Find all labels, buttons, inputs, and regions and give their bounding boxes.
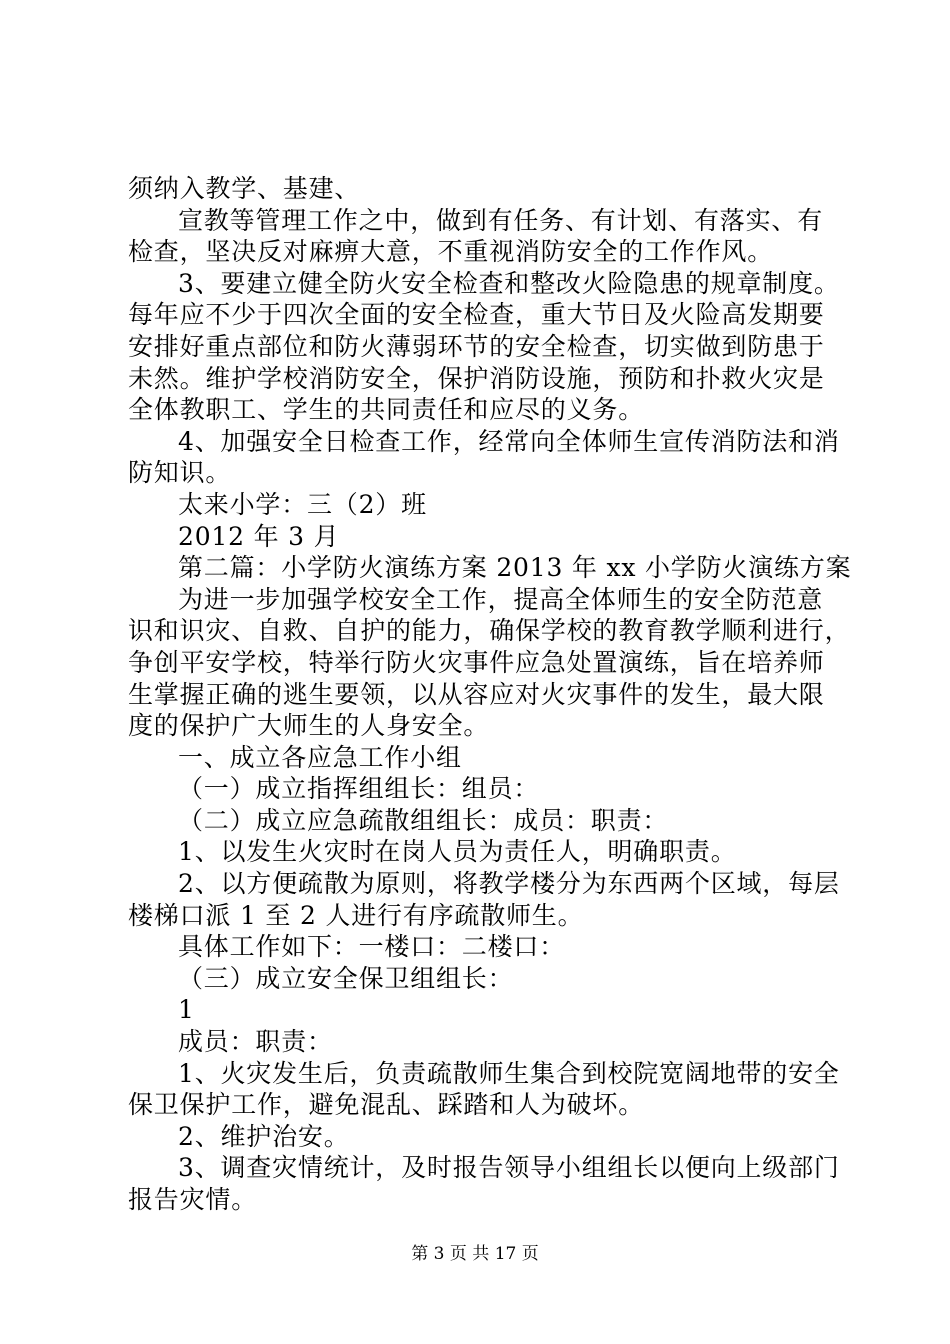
text-line: （三）成立安全保卫组组长： [178, 963, 514, 993]
text-line: 争创平安学校，特举行防火灾事件应急处置演练，旨在培养师 [128, 647, 825, 677]
text-line: 太来小学：三（2）班 [178, 489, 427, 519]
text-line: 3、调查灾情统计，及时报告领导小组组长以便向上级部门 [178, 1153, 840, 1183]
text-line: 检查，坚决反对麻痹大意，不重视消防安全的工作作风。 [128, 237, 774, 267]
text-line: 4、加强安全日检查工作，经常向全体师生宣传消防法和消 [178, 426, 840, 456]
text-line: 2、以方便疏散为原则，将教学楼分为东西两个区域，每层 [178, 869, 840, 899]
text-line: 宣教等管理工作之中，做到有任务、有计划、有落实、有 [178, 205, 824, 235]
text-line: 为进一步加强学校安全工作，提高全体师生的安全防范意 [178, 584, 824, 614]
text-line: 1、火灾发生后，负责疏散师生集合到校院宽阔地带的安全 [178, 1058, 840, 1088]
text-line: 成员：职责： [178, 1027, 333, 1057]
text-line: 一、成立各应急工作小组 [178, 742, 462, 772]
text-line: 报告灾情。 [128, 1185, 258, 1214]
text-line: （一）成立指挥组组长：组员： [178, 774, 540, 804]
text-line: 1 [178, 995, 195, 1025]
text-line: 全体教职工、学生的共同责任和应尽的义务。 [128, 395, 645, 425]
text-line: 每年应不少于四次全面的安全检查，重大节日及火险高发期要 [128, 300, 825, 330]
text-line: 须纳入教学、基建、 [128, 174, 361, 203]
text-line: 生掌握正确的逃生要领，以从容应对火灾事件的发生，最大限 [128, 679, 825, 709]
document-body [128, 173, 852, 1216]
text-line: 3、要建立健全防火安全检查和整改火险隐患的规章制度。 [178, 268, 840, 298]
text-line: 第二篇：小学防火演练方案 2013 年 xx 小学防火演练方案 [178, 553, 852, 583]
text-line: 度的保护广大师生的人身安全。 [128, 711, 490, 741]
text-line: 识和识灾、自救、自护的能力，确保学校的教育教学顺利进行， [128, 616, 851, 646]
text-line: 楼梯口派 1 至 2 人进行有序疏散师生。 [128, 900, 584, 930]
text-line: 具体工作如下：一楼口：二楼口： [178, 932, 566, 962]
text-line: 防知识。 [128, 458, 232, 488]
text-line: 保卫保护工作，避免混乱、踩踏和人为破坏。 [128, 1090, 645, 1120]
text-line: （二）成立应急疏散组组长：成员：职责： [178, 805, 669, 835]
page-footer: 第 3 页 共 17 页 [411, 1244, 539, 1264]
text-line: 2012 年 3 月 [178, 521, 340, 551]
text-line: 2、维护治安。 [178, 1121, 350, 1151]
text-line: 未然。维护学校消防安全，保护消防设施，预防和扑救火灾是 [128, 363, 825, 393]
text-line: 安排好重点部位和防火薄弱环节的安全检查，切实做到防患于 [128, 331, 825, 361]
text-line: 1、以发生火灾时在岗人员为责任人，明确职责。 [178, 837, 737, 867]
